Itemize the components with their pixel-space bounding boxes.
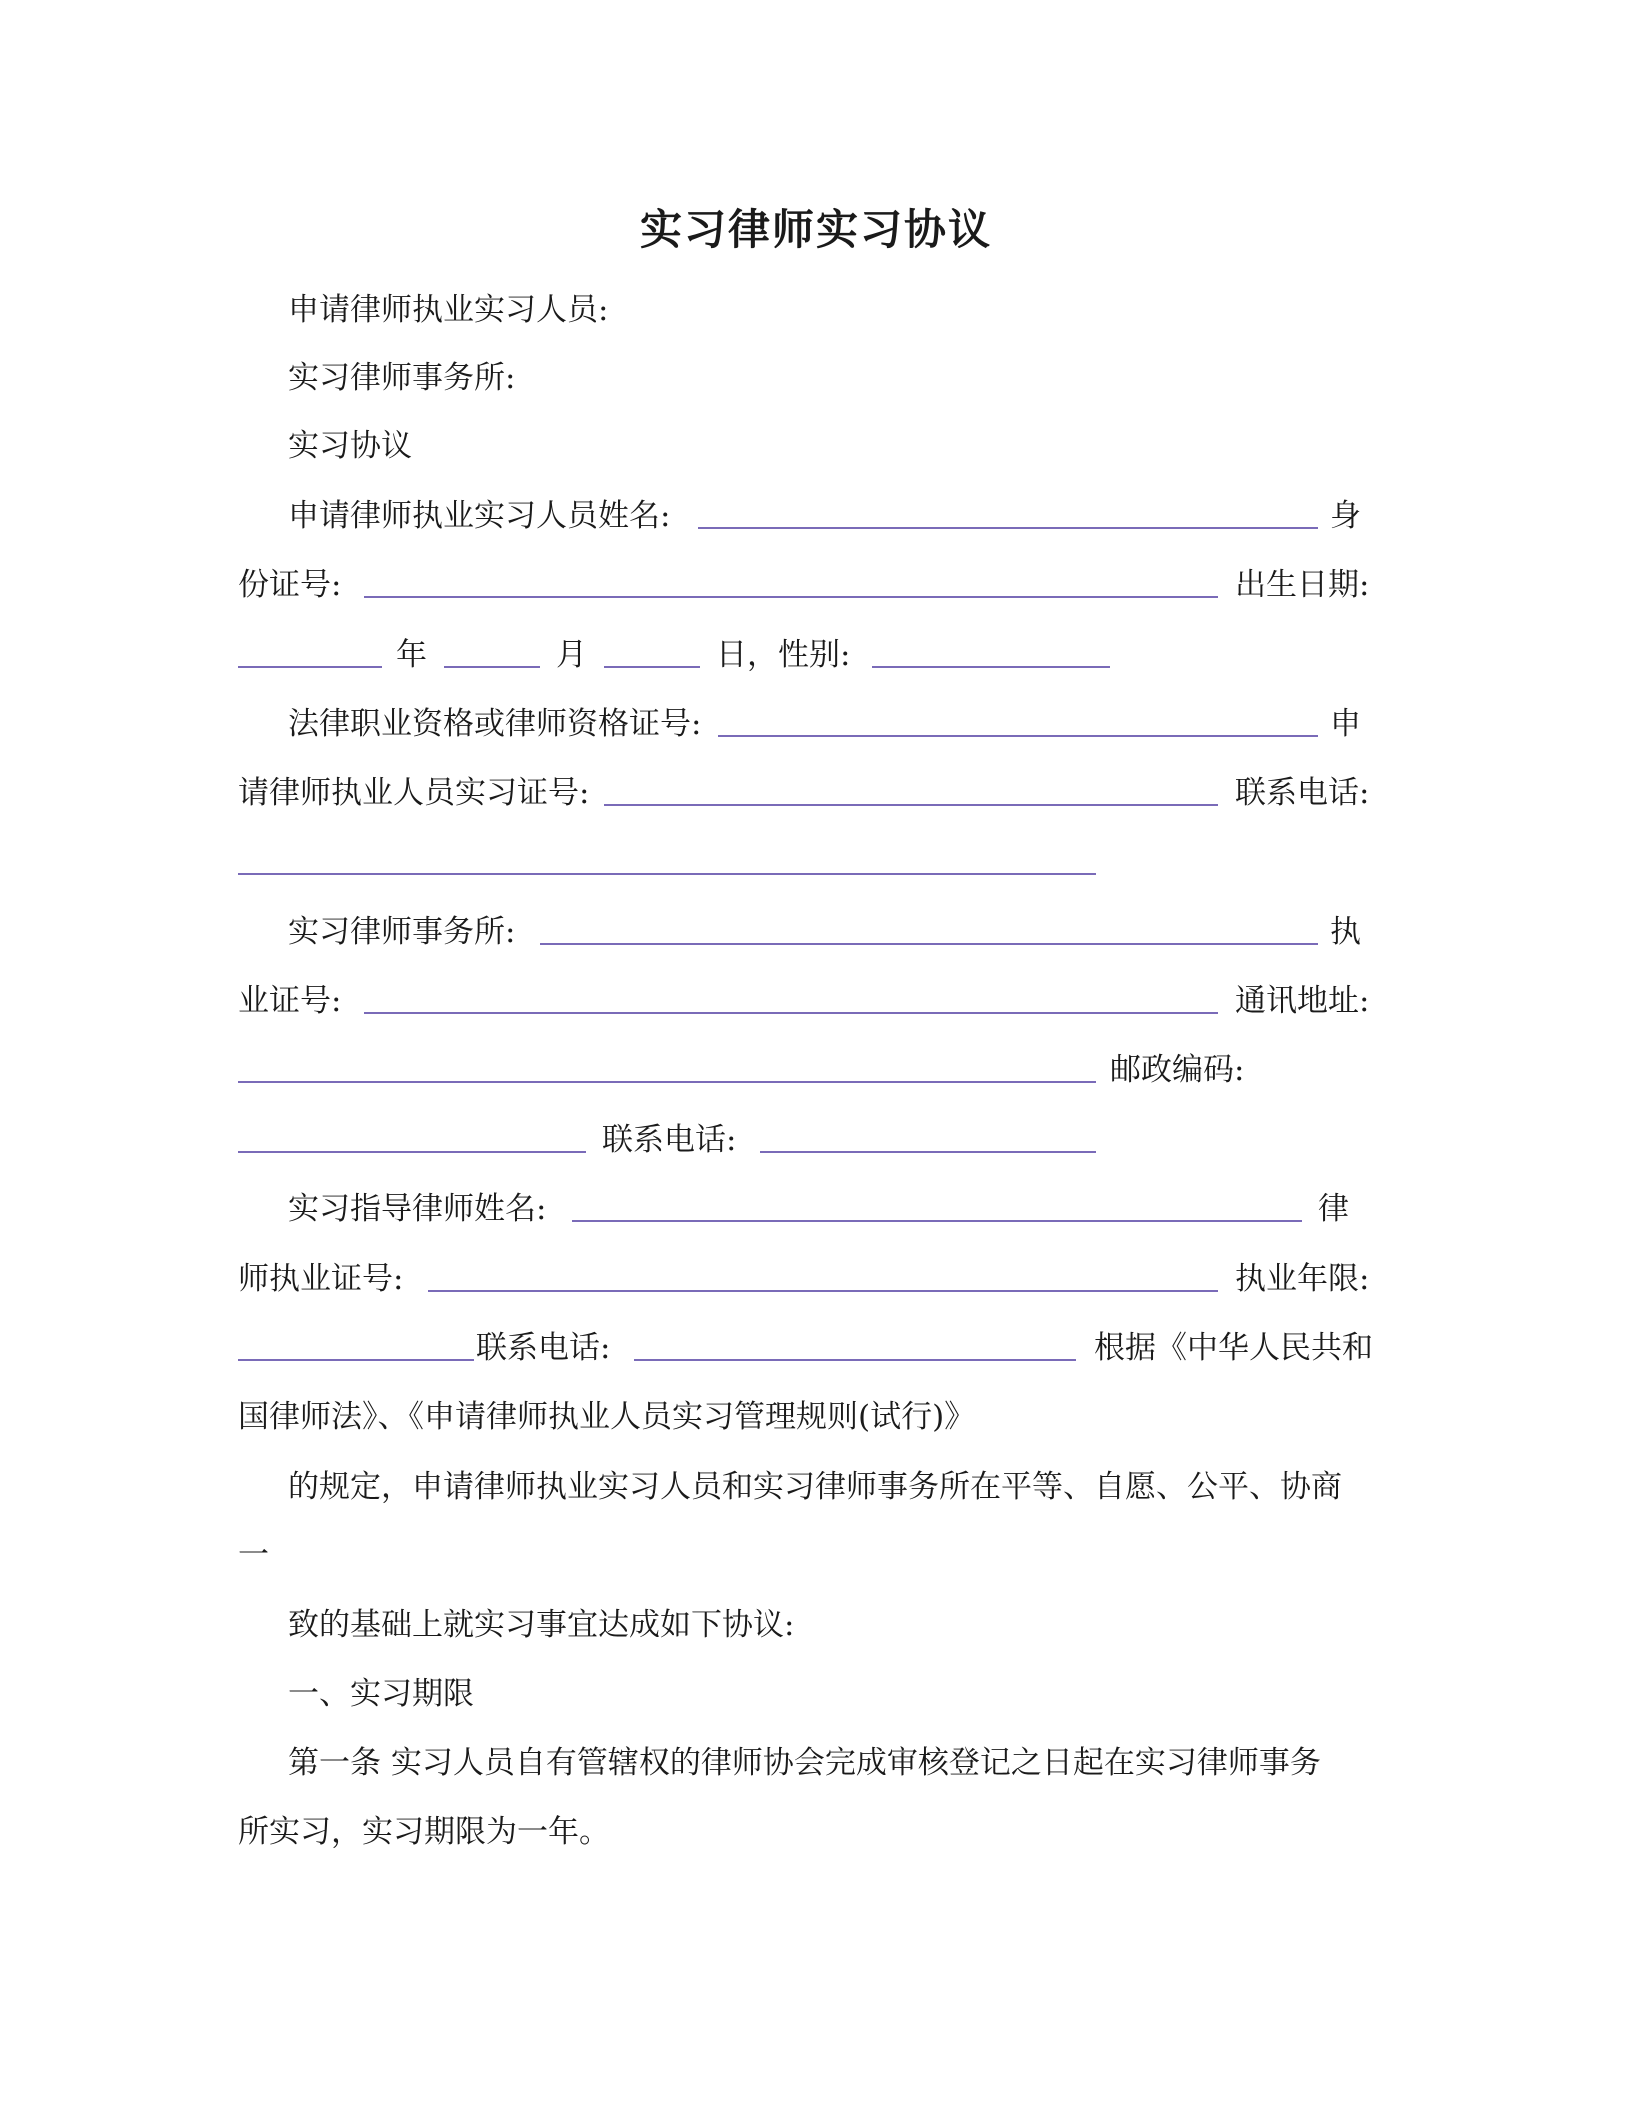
header-applicant: 申请律师执业实习人员: (288, 292, 609, 328)
header-agreement: 实习协议 (288, 428, 412, 464)
birth-label: 出生日期: (1235, 567, 1370, 603)
practice-cert-label-part2: 请律师执业人员实习证号: (238, 775, 590, 811)
section-1-heading: 一、实习期限 (288, 1676, 474, 1712)
article-1-line-2: 所实习，实习期限为一年。 (238, 1814, 610, 1850)
qualification-label: 法律职业资格或律师资格证号: (288, 706, 702, 742)
postcode-field[interactable] (238, 1151, 586, 1153)
document-title: 实习律师实习协议 (639, 205, 992, 254)
phone-field[interactable] (238, 873, 1096, 875)
mentor-phone-label: 联系电话: (476, 1330, 611, 1366)
mentor-license-part2: 师执业证号: (238, 1261, 404, 1297)
month-label: 月 (556, 637, 587, 673)
id-label-part2: 份证号: (238, 567, 342, 603)
id-number-field[interactable] (364, 596, 1218, 598)
license-label-part1: 执 (1330, 914, 1361, 950)
birth-year-field[interactable] (238, 666, 382, 668)
birth-month-field[interactable] (444, 666, 540, 668)
birth-day-field[interactable] (604, 666, 700, 668)
firm-phone-label: 联系电话: (602, 1122, 737, 1158)
license-label-part2: 业证号: (238, 983, 342, 1019)
phone-label: 联系电话: (1235, 775, 1370, 811)
address-label: 通讯地址: (1235, 983, 1370, 1019)
mentor-license-field[interactable] (428, 1290, 1218, 1292)
applicant-name-label: 申请律师执业实习人员姓名: (288, 498, 671, 534)
id-label-part1: 身 (1330, 498, 1361, 534)
postcode-label: 邮政编码: (1110, 1052, 1245, 1088)
mentor-name-field[interactable] (572, 1220, 1302, 1222)
practice-cert-field[interactable] (604, 804, 1218, 806)
applicant-name-field[interactable] (698, 527, 1318, 529)
mentor-phone-field[interactable] (634, 1359, 1076, 1361)
years-field[interactable] (238, 1359, 474, 1361)
firm-label: 实习律师事务所: (288, 914, 516, 950)
mentor-label: 实习指导律师姓名: (288, 1191, 547, 1227)
basis-part1: 根据《中华人民共和 (1094, 1330, 1373, 1366)
basis-part2: 国律师法》、《申请律师执业人员实习管理规则(试行)》 (238, 1399, 976, 1435)
gender-field[interactable] (872, 666, 1110, 668)
day-gender-label: 日，性别: (716, 637, 851, 673)
address-field[interactable] (238, 1081, 1096, 1083)
qualification-field[interactable] (718, 735, 1318, 737)
paragraph-1-line-2: 一 (238, 1537, 269, 1573)
years-label: 执业年限: (1235, 1261, 1370, 1297)
article-1-line-1: 第一条 实习人员自有管辖权的律师协会完成审核登记之日起在实习律师事务 (288, 1745, 1321, 1781)
paragraph-2: 致的基础上就实习事宜达成如下协议: (288, 1607, 795, 1643)
header-firm: 实习律师事务所: (288, 360, 516, 396)
practice-cert-label-part1: 申 (1330, 706, 1361, 742)
firm-phone-field[interactable] (760, 1151, 1096, 1153)
mentor-license-part1: 律 (1318, 1191, 1349, 1227)
paragraph-1-line-1: 的规定，申请律师执业实习人员和实习律师事务所在平等、自愿、公平、协商 (288, 1469, 1342, 1505)
license-field[interactable] (364, 1012, 1218, 1014)
year-label: 年 (396, 637, 427, 673)
firm-field[interactable] (540, 943, 1318, 945)
